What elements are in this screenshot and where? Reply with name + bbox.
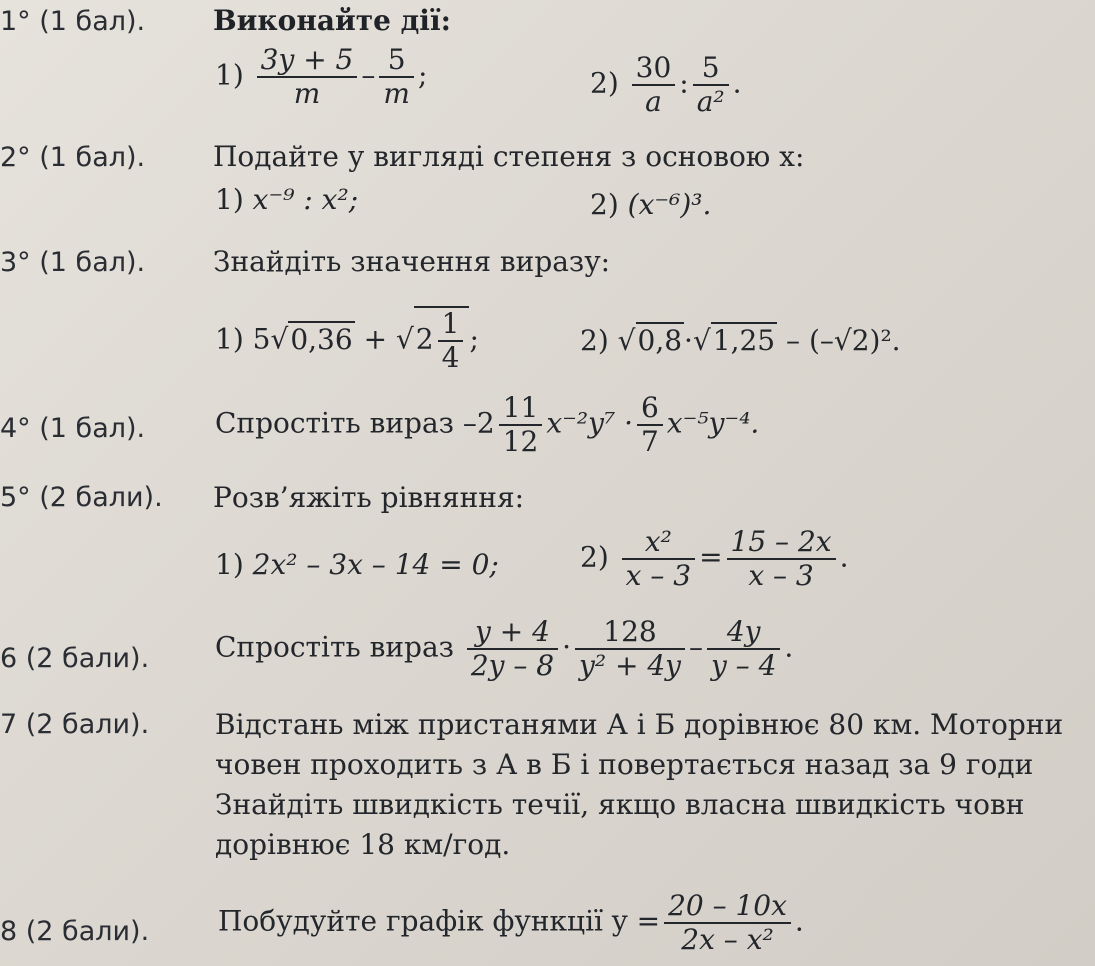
fraction-denominator: x – 3 (748, 559, 814, 593)
minus-sign: – (688, 630, 703, 664)
radicand: 1,25 (712, 324, 776, 357)
task6-title: Спростіть вираз (215, 630, 454, 664)
fraction-left (622, 526, 695, 592)
fraction-denominator: 2x – x² (681, 923, 774, 957)
task4-label: 4° (1 бал). (0, 413, 146, 444)
minus-sign: – (361, 58, 376, 92)
fraction-denominator: a² (696, 85, 725, 119)
period: . (784, 630, 794, 664)
task1-title: Виконайте дії: (213, 4, 451, 37)
squared-term: (–√2)² (808, 324, 892, 357)
fraction-right (727, 526, 836, 592)
fraction-numerator: 1 (438, 308, 464, 342)
period: . (732, 66, 742, 100)
task3-part1-number: 1) (215, 322, 244, 356)
fraction (438, 308, 464, 374)
task5-part2-number: 2) (580, 540, 609, 574)
fraction-numerator: x² (622, 526, 695, 560)
fraction-denominator: y² + 4y (579, 649, 681, 683)
task2-part2-expression: (x⁻⁶)³. (627, 188, 712, 221)
period: . (891, 324, 901, 357)
fraction2 (575, 616, 685, 682)
dot-sign: · (684, 324, 693, 357)
task2-part2 (590, 188, 711, 221)
task3-label: 3° (1 бал). (0, 247, 146, 278)
fraction-numerator: 3y + 5 (257, 44, 358, 78)
dot-sign: · (562, 630, 572, 664)
mixed-fraction (499, 392, 543, 458)
radicand: 0,8 (637, 324, 683, 357)
task7-line: Знайдіть швидкість течії, якщо власна швидкість човн (215, 788, 1025, 821)
fraction-denominator: a (645, 85, 662, 119)
task2-part1 (215, 183, 358, 216)
task8-expression (218, 890, 804, 956)
task3-title: Знайдіть значення виразу: (213, 245, 611, 278)
task6-expression (215, 616, 793, 682)
fraction-numerator: 30 (632, 52, 676, 86)
fraction-numerator: 15 – 2x (727, 526, 836, 560)
task2-part1-number: 1) (215, 183, 244, 216)
radicand: 0,36 (290, 322, 353, 356)
fraction1 (467, 616, 558, 682)
task3-part2: 2) √0,8·√1,25 – (–√2)². (580, 324, 901, 357)
fraction-denominator: 4 (441, 341, 460, 375)
fraction-denominator: m (383, 77, 410, 111)
task1-part1-fraction2 (379, 44, 414, 110)
task7-line: човен проходить з А в Б і повертається назад за 9 годи (215, 748, 1034, 781)
semicolon: ; (469, 322, 479, 356)
coefficient: 5 (252, 322, 271, 356)
division-sign: : (679, 66, 689, 100)
fraction-numerator: 6 (637, 392, 663, 426)
period: . (839, 540, 849, 574)
task4-expression (215, 392, 759, 458)
task6-label: 6 (2 бали). (0, 643, 150, 674)
task2-part1-expression: x⁻⁹ : x²; (252, 183, 359, 216)
task5-label: 5° (2 бали). (0, 482, 163, 513)
task3-part1: 1) 5√0,36 + √2 $\frac{1}{4}$ ; (215, 307, 479, 375)
task5-part2 (580, 526, 848, 592)
fraction-numerator: 5 (379, 44, 414, 78)
fraction-denominator: 7 (640, 425, 659, 459)
whole-part: 2 (415, 322, 434, 356)
task1-part1-fraction1 (257, 44, 358, 110)
task2-label: 2° (1 бал). (0, 142, 146, 173)
task2-part2-number: 2) (590, 188, 619, 221)
fraction-denominator: 2y – 8 (470, 649, 555, 683)
fraction-denominator: 12 (502, 425, 539, 459)
task5-title: Розв’яжіть рівняння: (213, 481, 525, 514)
fraction-numerator: 4y (707, 616, 780, 650)
task1-part2-number: 2) (590, 66, 619, 100)
task1-part2-fraction1 (632, 52, 676, 118)
coefficient: –2 (462, 406, 495, 440)
task1-part1 (215, 44, 427, 110)
function-fraction (664, 890, 791, 956)
fraction (637, 392, 663, 458)
monomial1: x⁻²y⁷ · (546, 406, 633, 440)
task8-title: Побудуйте графік функції y = (218, 904, 661, 938)
task5-part1-number: 1) (215, 548, 244, 581)
fraction-numerator: y + 4 (467, 616, 558, 650)
task8-label: 8 (2 бали). (0, 916, 150, 947)
task1-label: 1° (1 бал). (0, 6, 146, 37)
task7-line: Відстань між пристанями А і Б дорівнює 80 км. Моторни (215, 708, 1064, 741)
task7-line: дорівнює 18 км/год. (215, 828, 511, 861)
task1-part2 (590, 52, 742, 118)
fraction-denominator: y – 4 (710, 649, 777, 683)
fraction-numerator: 20 – 10x (664, 890, 791, 924)
monomial2: x⁻⁵y⁻⁴. (666, 406, 760, 440)
task3-part2-number: 2) (580, 324, 609, 357)
equals-sign: = (699, 540, 723, 574)
task5-part1-equation: 2x² – 3x – 14 = 0; (252, 548, 499, 581)
fraction-denominator: m (293, 77, 321, 111)
task4-title: Спростіть вираз (215, 406, 454, 440)
fraction3 (707, 616, 780, 682)
task1-part1-number: 1) (215, 58, 244, 92)
fraction-denominator: x – 3 (625, 559, 692, 593)
task1-part2-fraction2 (693, 52, 729, 118)
fraction-numerator: 128 (575, 616, 685, 650)
plus-sign: + (363, 322, 388, 356)
fraction-numerator: 5 (693, 52, 729, 86)
minus-sign: – (786, 324, 801, 357)
task7-text (215, 705, 1063, 865)
period: . (794, 904, 804, 938)
task7-label: 7 (2 бали). (0, 709, 150, 740)
task2-title: Подайте у вигляді степеня з основою x: (213, 140, 805, 173)
semicolon: ; (417, 58, 428, 92)
mixed-number-radicand (414, 306, 470, 374)
task5-part1 (215, 548, 499, 581)
fraction-numerator: 11 (499, 392, 543, 426)
